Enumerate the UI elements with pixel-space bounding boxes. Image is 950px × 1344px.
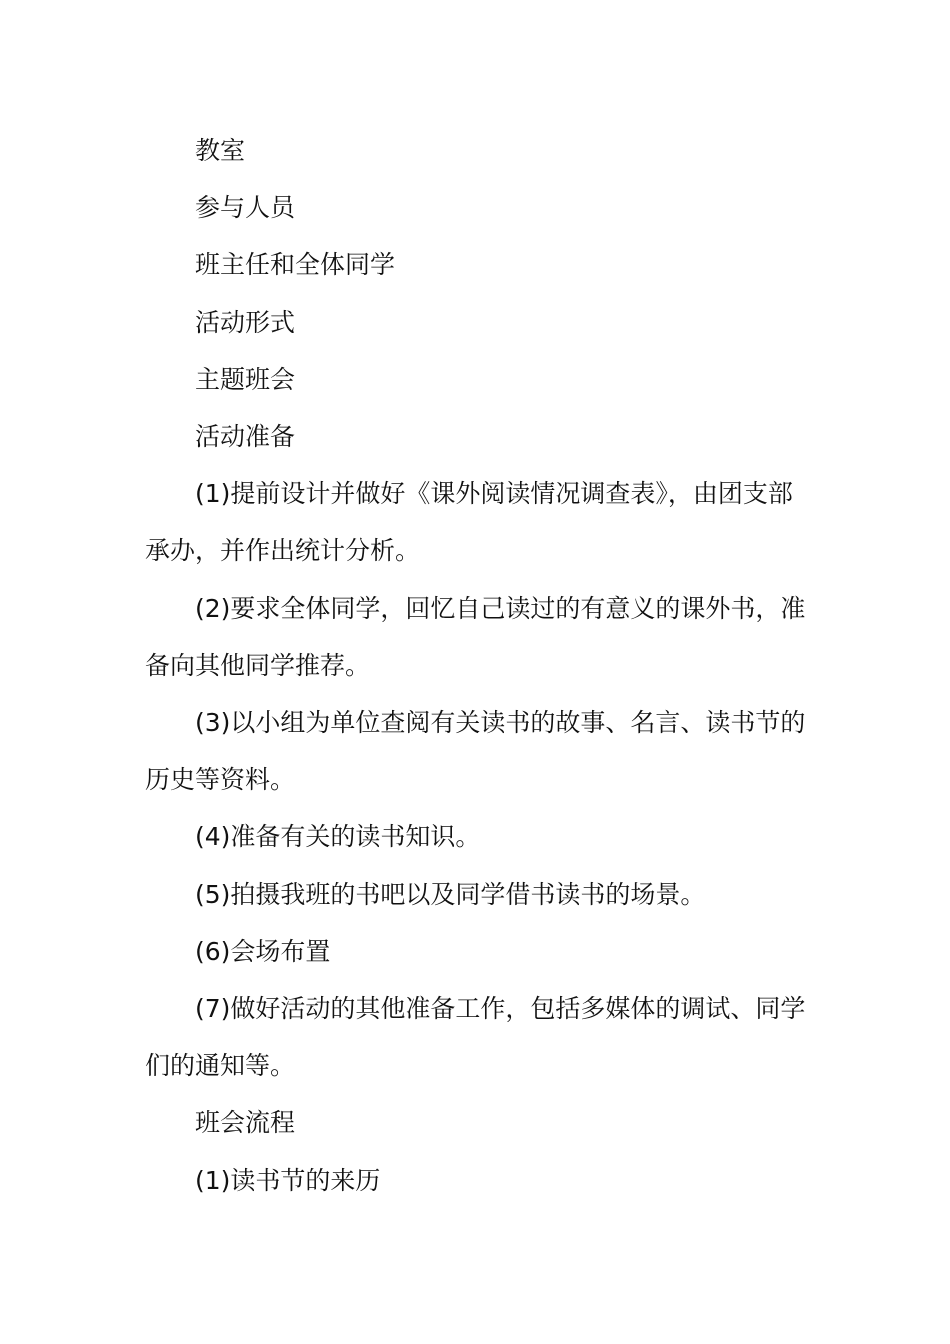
paragraph-format: 主题班会 (195, 364, 296, 394)
paragraph-preparation-heading: 活动准备 (195, 422, 296, 452)
paragraph-venue: 教室 (195, 136, 246, 165)
paragraph-preparation-item-4: (4)准备有关的读书知识。 (195, 822, 481, 852)
paragraph-participants: 班主任和全体同学 (195, 250, 396, 280)
paragraph-preparation-item-2: (2)要求全体同学，回忆自己读过的有意义的课外书，准备向其他同学推荐。 (145, 593, 806, 680)
paragraph-format-heading: 活动形式 (195, 307, 296, 337)
document-body (145, 122, 810, 1209)
paragraph-preparation-item-3: (3)以小组为单位查阅有关读书的故事、名言、读书节的历史等资料。 (145, 708, 806, 795)
paragraph-procedure-item-1: (1)读书节的来历 (195, 1165, 381, 1195)
paragraph-preparation-item-5: (5)拍摄我班的书吧以及同学借书读书的场景。 (195, 879, 706, 909)
paragraph-procedure-heading: 班会流程 (195, 1108, 296, 1138)
paragraph-participants-heading: 参与人员 (195, 193, 296, 223)
paragraph-preparation-item-6: (6)会场布置 (195, 936, 331, 966)
paragraph-preparation-item-7: (7)做好活动的其他准备工作，包括多媒体的调试、同学们的通知等。 (145, 994, 806, 1081)
paragraph-preparation-item-1: (1)提前设计并做好《课外阅读情况调查表》，由团支部承办，并作出统计分析。 (145, 479, 793, 566)
